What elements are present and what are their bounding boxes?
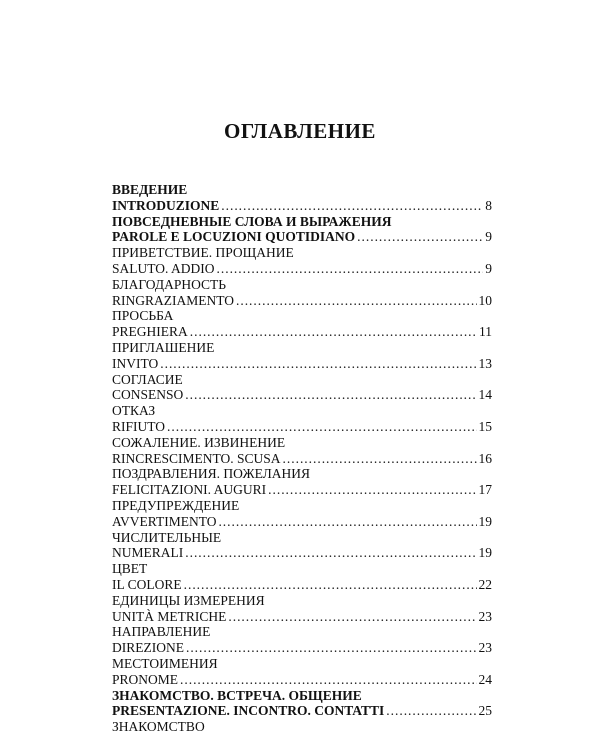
toc-section-heading: ЗНАКОМСТВО. ВСТРЕЧА. ОБЩЕНИЕ	[112, 687, 362, 703]
toc-entry	[112, 261, 492, 277]
toc-page-number: 9	[485, 260, 492, 276]
toc-page-number: 13	[478, 355, 492, 371]
toc-page-number: 9	[485, 229, 492, 245]
dot-leader	[268, 482, 476, 498]
toc-section-heading: ПРЕДУПРЕЖДЕНИЕ	[112, 497, 240, 513]
toc-entry-title: PRESENTAZIONE. INCONTRO. CONTATTI	[112, 703, 385, 719]
toc-entry	[112, 451, 492, 467]
toc-entry-title: RINCRESCIMENTO. SCUSA	[112, 450, 281, 466]
toc-section-heading: БЛАГОДАРНОСТЬ	[112, 276, 226, 292]
toc-section-heading: ЗНАКОМСТВО	[112, 719, 205, 735]
toc-entry-title: RIFIUTO	[112, 418, 166, 434]
toc-section-heading: МЕСТОИМЕНИЯ	[112, 655, 218, 671]
toc-page-number: 17	[478, 482, 492, 498]
toc-entry	[112, 198, 492, 214]
dot-leader	[185, 387, 476, 403]
toc-page-number: 23	[478, 608, 492, 624]
toc-entry-title: INVITO	[112, 355, 159, 371]
table-of-contents	[112, 182, 492, 735]
toc-entry-title: FELICITAZIONI. AUGURI	[112, 482, 267, 498]
toc-entry-title: DIREZIONE	[112, 640, 184, 656]
toc-section-heading: ПОВСЕДНЕВНЫЕ СЛОВА И ВЫРАЖЕНИЯ	[112, 213, 392, 229]
toc-entry	[112, 356, 492, 372]
toc-section-heading: ЧИСЛИТЕЛЬНЫЕ	[112, 529, 222, 545]
toc-entry	[112, 640, 492, 656]
toc-entry	[112, 293, 492, 309]
toc-section-heading: ЕДИНИЦЫ ИЗМЕРЕНИЯ	[112, 592, 265, 608]
toc-section-heading: ВВЕДЕНИЕ	[112, 182, 188, 197]
toc-page-number: 24	[478, 671, 492, 687]
toc-entry	[112, 672, 492, 688]
dot-leader	[217, 261, 484, 277]
toc-page-number: 16	[478, 450, 492, 466]
toc-entry-title: CONSENSO	[112, 387, 184, 403]
dot-leader	[236, 293, 477, 309]
toc-page-number: 8	[485, 197, 492, 213]
dot-leader	[218, 514, 476, 530]
toc-entry-title: NUMERALI	[112, 545, 184, 561]
toc-page-number: 15	[478, 418, 492, 434]
toc-entry-title: UNITÀ METRICHE	[112, 608, 227, 624]
dot-leader	[180, 672, 476, 688]
toc-entry	[112, 545, 492, 561]
dot-leader	[386, 703, 476, 719]
toc-section-heading: СОГЛАСИЕ	[112, 371, 183, 387]
toc-entry-title: PREGHIERA	[112, 324, 188, 340]
toc-page-number: 14	[478, 387, 492, 403]
toc-page-number: 23	[478, 640, 492, 656]
toc-entry-title: IL COLORE	[112, 576, 182, 592]
toc-entry	[112, 482, 492, 498]
toc-page-number: 19	[478, 513, 492, 529]
toc-entry	[112, 419, 492, 435]
toc-page-number: 25	[478, 703, 492, 719]
toc-entry-title: PAROLE E LOCUZIONI QUOTIDIANO	[112, 229, 356, 245]
dot-leader	[186, 640, 477, 656]
page-title: ОГЛАВЛЕНИЕ	[224, 119, 376, 143]
dot-leader	[184, 577, 477, 593]
toc-page-number: 10	[478, 292, 492, 308]
toc-entry	[112, 324, 492, 340]
dot-leader	[190, 324, 477, 340]
toc-section-heading: ПРИВЕТСТВИЕ. ПРОЩАНИЕ	[112, 245, 294, 261]
toc-entry-title: SALUTO. ADDIO	[112, 260, 215, 276]
dot-leader	[283, 451, 477, 467]
dot-leader	[221, 198, 483, 214]
toc-page-number: 11	[479, 324, 492, 340]
dot-leader	[167, 419, 476, 435]
toc-entry	[112, 609, 492, 625]
toc-entry	[112, 703, 492, 719]
toc-section-heading: ПОЗДРАВЛЕНИЯ. ПОЖЕЛАНИЯ	[112, 466, 311, 482]
toc-entry-title: AVVERTIMENTO	[112, 513, 217, 529]
toc-section-heading: ЦВЕТ	[112, 561, 148, 577]
toc-section-heading: СОЖАЛЕНИЕ. ИЗВИНЕНИЕ	[112, 434, 286, 450]
dot-leader	[160, 356, 476, 372]
toc-entry	[112, 577, 492, 593]
dot-leader	[185, 545, 476, 561]
toc-entry	[112, 514, 492, 530]
toc-page-number: 22	[478, 576, 492, 592]
toc-entry	[112, 387, 492, 403]
toc-section-heading: ПРОСЬБА	[112, 308, 174, 324]
toc-entry-title: PRONOME	[112, 671, 179, 687]
dot-leader	[357, 229, 483, 245]
toc-section-heading: ПРИГЛАШЕНИЕ	[112, 339, 215, 355]
toc-section-heading: НАПРАВЛЕНИЕ	[112, 624, 211, 640]
toc-page-number: 19	[478, 545, 492, 561]
toc-entry-title: INTRODUZIONE	[112, 197, 220, 213]
toc-entry-title: RINGRAZIAMENTO	[112, 292, 234, 308]
toc-section-heading: ОТКАЗ	[112, 403, 156, 419]
toc-entry	[112, 229, 492, 245]
dot-leader	[228, 609, 476, 625]
